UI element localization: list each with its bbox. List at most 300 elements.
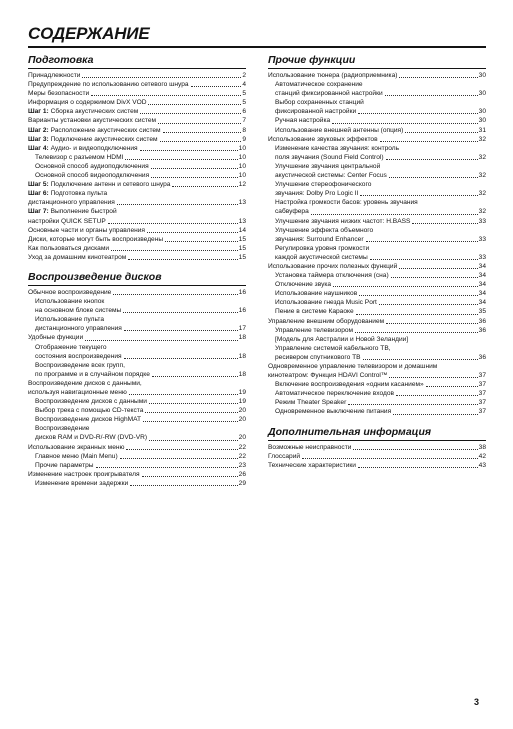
toc-entry <box>28 424 246 433</box>
toc-entry <box>268 452 486 461</box>
toc-page-number: 26 <box>238 470 246 478</box>
toc-entry <box>28 235 246 244</box>
toc-entry-title: Использование тюнера (радиоприемника) <box>268 72 398 79</box>
dot-leader <box>385 93 478 96</box>
toc-entry-title: сабвуфера <box>275 208 309 216</box>
toc-entry-title: Сборка акустических систем <box>48 108 139 116</box>
toc-page-number: 32 <box>478 153 486 161</box>
toc-entry <box>268 217 486 226</box>
dot-leader <box>393 412 477 415</box>
toc-entry-title: Использование наушников <box>275 290 358 298</box>
toc-entry <box>28 433 246 442</box>
toc-entry-text <box>275 344 391 353</box>
toc-page-number: 43 <box>478 461 486 469</box>
toc-entry-title: звучания: Surround Enhancer <box>275 235 364 243</box>
toc-page-number: 30 <box>478 108 486 116</box>
toc-entry <box>268 198 486 207</box>
dot-leader <box>389 175 478 178</box>
toc-entry-text <box>28 126 161 135</box>
toc-entry <box>28 80 246 89</box>
toc-entry-title: Отображение текущего <box>35 343 107 351</box>
toc-entry-title: Обычное воспроизведение <box>28 288 112 296</box>
toc-entry-text <box>28 180 170 189</box>
toc-entry-text <box>275 307 354 316</box>
toc-entry-title: Использование прочих полезных функций <box>268 262 398 270</box>
toc-entry-text <box>275 407 391 416</box>
toc-entry-text <box>275 180 371 189</box>
toc-page-number: 10 <box>238 153 246 161</box>
dot-leader <box>332 121 477 124</box>
toc-entry <box>268 461 486 470</box>
toc-page-number: 36 <box>478 326 486 334</box>
toc-entry-text <box>275 89 383 98</box>
toc-entry-text <box>268 371 387 380</box>
toc-entry <box>268 226 486 235</box>
toc-page-number: 10 <box>238 162 246 170</box>
toc-entry-title: Подключение антенн и сетевого шнура <box>48 181 171 189</box>
toc-entry-title: Использование звуковых эффектов <box>268 135 378 143</box>
toc-entry <box>268 407 486 416</box>
toc-entry <box>268 171 486 180</box>
section-heading: Дополнительная информация <box>268 426 486 441</box>
toc-page-number: 17 <box>238 325 246 333</box>
toc-entry-title: Использование кнопок <box>35 298 105 306</box>
toc-entry-text <box>35 415 141 424</box>
toc-page-number: 22 <box>238 452 246 460</box>
dot-leader <box>426 384 478 387</box>
toc-entry-title: Аудио- и видеоподключения <box>48 144 138 152</box>
toc-page-number: 16 <box>238 288 246 296</box>
dot-leader <box>152 374 238 377</box>
toc-entry-text <box>28 288 111 297</box>
section-heading: Подготовка <box>28 54 246 69</box>
toc-entry <box>28 244 246 253</box>
toc-entry <box>28 116 246 125</box>
toc-entry <box>28 135 246 144</box>
toc-entry <box>268 116 486 125</box>
toc-entry <box>268 307 486 316</box>
dot-leader <box>380 139 478 142</box>
toc-entry <box>268 144 486 153</box>
toc-entry <box>268 207 486 216</box>
toc-entry-title: станций фиксированной настройки <box>275 90 383 98</box>
toc-entry-title: Главное меню (Main Menu) <box>35 452 118 460</box>
toc-entry <box>268 335 486 344</box>
toc-entry-text <box>275 271 389 280</box>
title-rule <box>28 46 486 48</box>
toc-page-number: 30 <box>478 72 486 79</box>
dot-leader <box>142 474 238 477</box>
toc-step-label: Шаг 6: <box>28 190 49 198</box>
toc-entry-title: каждой акустической системы <box>275 253 368 261</box>
toc-entry <box>268 326 486 335</box>
dot-leader <box>172 184 237 187</box>
toc-entry-text <box>28 116 156 125</box>
toc-entry <box>268 344 486 353</box>
dot-leader <box>366 239 478 242</box>
toc-entry-title: Улучшение эффекта объемного <box>275 226 374 234</box>
toc-step-label: Шаг 1: <box>28 108 49 116</box>
toc-page-number: 37 <box>478 381 486 389</box>
toc-step-label: Шаг 7: <box>28 208 49 216</box>
toc-entry <box>28 333 246 342</box>
toc-entry <box>268 126 486 135</box>
toc-entry-text <box>268 262 397 271</box>
dot-leader <box>82 75 241 78</box>
toc-entry-title: фиксированной настройки <box>275 108 357 116</box>
dot-leader <box>149 401 238 404</box>
toc-page-number: 30 <box>478 90 486 98</box>
toc-entry-title: [Модель для Австралии и Новой Зеландии] <box>275 335 409 343</box>
toc-page-number: 5 <box>242 90 246 98</box>
toc-page-number: 18 <box>238 352 246 360</box>
toc-page-number: 5 <box>242 99 246 107</box>
toc-entry <box>268 153 486 162</box>
toc-entry-title: на основном блоке системы <box>35 307 122 315</box>
toc-entry-text <box>275 153 384 162</box>
toc-page-number: 37 <box>478 390 486 398</box>
toc-entry-title: Глоссарий <box>268 452 301 460</box>
toc-entry-text <box>28 89 89 98</box>
toc-entry-text <box>275 107 356 116</box>
toc-column-left <box>28 54 246 497</box>
dot-leader <box>140 148 238 151</box>
toc-entry-text <box>28 135 158 144</box>
toc-entry-title: Улучшение звучания низких частот: H.BASS <box>275 217 411 225</box>
toc-page-number: 15 <box>238 253 246 261</box>
toc-entry <box>268 235 486 244</box>
dot-leader <box>149 438 238 441</box>
dot-leader <box>165 239 238 242</box>
toc-entry-title: Управление телевизором <box>275 326 354 334</box>
toc-entry-text <box>275 235 364 244</box>
dot-leader <box>125 157 237 160</box>
toc-entry-text <box>28 443 124 452</box>
dot-leader <box>126 447 237 450</box>
toc-page-number: 10 <box>238 172 246 180</box>
toc-page-number: 20 <box>238 434 246 442</box>
toc-page-number: 33 <box>478 253 486 261</box>
dot-leader <box>386 157 478 160</box>
toc-entry <box>28 379 246 388</box>
toc-entry-title: Подключение акустических систем <box>48 135 158 143</box>
toc-entry-title: поля звучания (Sound Field Control) <box>275 153 384 161</box>
toc-entry-title: Изменение настроек проигрывателя <box>28 470 140 478</box>
toc-entry-title: Варианты установки акустических систем <box>28 117 157 125</box>
toc-entry-title: Автоматическое сохранение <box>275 81 363 89</box>
dot-leader <box>353 447 477 450</box>
toc-entry-text <box>28 226 145 235</box>
toc-page-number: 19 <box>238 398 246 406</box>
toc-entry-title: Выполнение быстрой <box>48 208 117 216</box>
toc-entry <box>268 80 486 89</box>
toc-entry-text <box>275 353 361 362</box>
dot-leader <box>363 357 478 360</box>
toc-entry-title: Настройка громкости басов: уровень звучания <box>275 199 418 207</box>
toc-page-number: 4 <box>242 81 246 89</box>
toc-entry-text <box>35 153 123 162</box>
toc-page-number: 34 <box>478 290 486 298</box>
toc-entry-title: настройки QUICK SETUP <box>28 217 106 225</box>
toc-entry-title: Основной способ видеоподключения <box>35 172 150 180</box>
toc-entry-title: Удобные функции <box>28 334 84 342</box>
toc-entry-title: Меры безопасности <box>28 90 90 98</box>
dot-leader <box>151 166 238 169</box>
toc-entry <box>268 280 486 289</box>
dot-leader <box>148 102 241 105</box>
toc-page-number: 8 <box>242 126 246 134</box>
toc-entry <box>268 371 486 380</box>
toc-page-number: 32 <box>478 208 486 216</box>
toc-page-number: 13 <box>238 217 246 225</box>
toc-entry-text <box>275 98 364 107</box>
toc-entry-title: Автоматическое переключение входов <box>275 390 395 398</box>
dot-leader <box>348 402 477 405</box>
dot-leader <box>356 312 478 315</box>
toc-entry <box>268 271 486 280</box>
dot-leader <box>412 221 477 224</box>
toc-entry-title: Подготовка пульта <box>48 190 108 198</box>
toc-page-number: 32 <box>478 135 486 143</box>
toc-page-number: 18 <box>238 370 246 378</box>
toc-entry-text <box>275 280 331 289</box>
toc-entry-title: Диски, которые могут быть воспроизведены <box>28 235 164 243</box>
dot-leader <box>120 456 238 459</box>
toc-entry-text <box>268 71 397 80</box>
dot-leader <box>145 410 237 413</box>
toc-page-number: 6 <box>242 108 246 116</box>
dot-leader <box>85 338 237 341</box>
toc-entry-text <box>28 470 140 479</box>
toc-entry-text <box>275 217 410 226</box>
toc-page-number: 20 <box>238 407 246 415</box>
toc-entry-title: Воспроизведение дисков с данными <box>35 398 147 406</box>
toc-entry-text <box>28 80 189 89</box>
toc-entry-text <box>28 144 138 153</box>
toc-entry <box>28 443 246 452</box>
toc-entry-text <box>275 189 358 198</box>
dot-leader <box>129 392 238 395</box>
toc-entry <box>28 171 246 180</box>
toc-page-number: 15 <box>238 244 246 252</box>
toc-entry <box>28 324 246 333</box>
toc-entry-text <box>28 388 127 397</box>
toc-entry-text <box>275 335 408 344</box>
toc-entry-title: Улучшение звучания центральной <box>275 162 381 170</box>
toc-entry-text <box>275 144 399 153</box>
toc-entry-text <box>275 326 353 335</box>
toc-entry-text <box>28 253 126 262</box>
toc-page-number: 32 <box>478 172 486 180</box>
toc-step-label: Шаг 3: <box>28 135 49 143</box>
toc-entry-text <box>35 397 147 406</box>
toc-entry-text <box>275 171 387 180</box>
toc-entry-text <box>275 380 424 389</box>
dot-leader <box>191 84 242 87</box>
toc-entry <box>268 162 486 171</box>
toc-entry-text <box>275 116 330 125</box>
toc-entry-title: Одновременное выключение питания <box>275 408 392 416</box>
toc-section <box>28 54 246 262</box>
toc-entry-text <box>275 398 346 407</box>
toc-entry <box>28 470 246 479</box>
toc-entry-title: дистанционного управления <box>35 325 122 333</box>
dot-leader <box>130 483 238 486</box>
toc-entry-text <box>275 244 369 253</box>
toc-entry-text <box>35 352 122 361</box>
toc-page-number: 34 <box>478 281 486 289</box>
toc-entry-text <box>35 424 89 433</box>
toc-entry-title: Использование внешней антенны (опция) <box>275 126 404 134</box>
dot-leader <box>113 292 237 295</box>
dot-leader <box>147 230 238 233</box>
toc-entry-text <box>28 107 138 116</box>
toc-page-number: 15 <box>238 235 246 243</box>
toc-entry-title: Основные части и органы управления <box>28 226 146 234</box>
toc-entry-text <box>268 443 351 452</box>
toc-entry-text <box>28 333 83 342</box>
toc-page-number: 35 <box>478 308 486 316</box>
toc-entry-text <box>28 244 109 253</box>
toc-entry <box>28 406 246 415</box>
toc-entry-text <box>28 71 80 80</box>
toc-entry-text <box>268 452 300 461</box>
toc-entry-text <box>35 306 121 315</box>
toc-entry-title: Одновременное управление телевизором и домашним <box>268 363 438 370</box>
toc-entry-text <box>28 189 107 198</box>
toc-entry <box>28 198 246 207</box>
toc-entry <box>268 262 486 271</box>
toc-entry-title: Использование пульта <box>35 316 105 324</box>
toc-page-number: 34 <box>478 299 486 307</box>
toc-entry-title: Использование экранных меню <box>28 443 125 451</box>
toc-entry-text <box>275 389 394 398</box>
page-title: СОДЕРЖАНИЕ <box>28 24 150 43</box>
toc-entry <box>268 362 486 371</box>
toc-entry-title: Основной способ аудиоподключения <box>35 162 149 170</box>
dot-leader <box>391 275 478 278</box>
toc-entry <box>28 71 246 80</box>
toc-entry <box>268 298 486 307</box>
toc-entry-title: Выбор трека с помощью CD-текста <box>35 407 144 415</box>
toc-entry-title: Технические характеристики <box>268 461 356 469</box>
toc-page-number: 38 <box>478 443 486 451</box>
toc-entry-title: Управление системой кабельного ТВ, <box>275 344 391 352</box>
toc-entry <box>28 226 246 235</box>
toc-entry-title: Воспроизведение <box>35 425 90 433</box>
toc-page-number: 29 <box>238 479 246 487</box>
toc-entry-title: Прочие параметры <box>35 461 94 469</box>
dot-leader <box>358 111 478 114</box>
toc-entry-text <box>275 253 368 262</box>
toc-entry-text <box>275 162 380 171</box>
toc-entry-title: Улучшение стереофонического <box>275 181 372 189</box>
dot-leader <box>370 257 478 260</box>
toc-entry <box>28 461 246 470</box>
toc-entry-title: Установка таймера отключения (сна) <box>275 272 389 280</box>
toc-entry-text <box>35 452 118 461</box>
toc-entry-text <box>35 343 107 352</box>
toc-entry <box>28 189 246 198</box>
toc-entry-title: Отключение звука <box>275 281 332 289</box>
toc-entry-title: Выбор сохраненных станций <box>275 99 364 107</box>
toc-entry-text <box>275 80 363 89</box>
toc-entry-title: по программе и в случайном порядке <box>35 370 150 378</box>
dot-leader <box>355 330 478 333</box>
dot-leader <box>160 139 242 142</box>
toc-page-number: 33 <box>478 235 486 243</box>
toc-entry-title: Изменение времени задержки <box>35 479 129 487</box>
toc-entry <box>268 398 486 407</box>
toc-entry-text <box>268 317 384 326</box>
toc-entry-title: состояния воспроизведения <box>35 352 122 360</box>
toc-entry <box>268 89 486 98</box>
toc-entry-text <box>35 162 149 171</box>
toc-page-number: 36 <box>478 353 486 361</box>
toc-page-number: 23 <box>238 461 246 469</box>
toc-entry-text <box>28 235 163 244</box>
toc-page-number: 37 <box>478 372 486 380</box>
toc-entry <box>28 207 246 216</box>
dot-leader <box>359 293 477 296</box>
dot-leader <box>128 257 237 260</box>
toc-entry-title: Использование гнезда Music Port <box>275 299 377 307</box>
toc-entry-title: Телевизор с разъемом HDMI <box>35 153 124 161</box>
toc-entry-text <box>268 362 437 371</box>
dot-leader <box>302 456 478 459</box>
toc-entry <box>268 135 486 144</box>
toc-entry <box>28 89 246 98</box>
toc-entry-title: звучания: Dolby Pro Logic II <box>275 190 359 198</box>
toc-entry-title: кинотеатром: Функция HDAVI Control™ <box>268 372 388 380</box>
toc-entry-title: Ручная настройка <box>275 117 331 125</box>
toc-entry <box>28 153 246 162</box>
page-number: 3 <box>474 697 480 707</box>
toc-entry-title: Воспроизведение дисков с данными, <box>28 379 142 387</box>
dot-leader <box>399 75 477 78</box>
toc-entry <box>28 306 246 315</box>
dot-leader <box>389 375 477 378</box>
toc-entry <box>268 98 486 107</box>
toc-entry <box>268 189 486 198</box>
toc-page-number: 16 <box>238 307 246 315</box>
toc-entry-title: акустической системы: Center Focus <box>275 172 387 180</box>
toc-entry <box>28 370 246 379</box>
toc-entry-text <box>35 171 149 180</box>
toc-entry-text <box>35 324 122 333</box>
toc-entry <box>268 443 486 452</box>
dot-leader <box>151 175 238 178</box>
toc-entry <box>28 288 246 297</box>
toc-section <box>268 54 486 417</box>
toc-entry-text <box>275 289 357 298</box>
dot-leader <box>396 393 478 396</box>
toc-page-number: 18 <box>238 334 246 342</box>
toc-page-number: 9 <box>242 135 246 143</box>
toc-page-number: 30 <box>478 117 486 125</box>
toc-entry <box>28 144 246 153</box>
toc-entry-text <box>28 207 117 216</box>
toc-entry <box>28 297 246 306</box>
toc-entry-text <box>275 226 373 235</box>
toc-entry-title: используя навигационные меню <box>28 389 127 396</box>
toc-entry <box>28 107 246 116</box>
toc-entry <box>268 71 486 80</box>
toc-entry-title: Режим Theater Speaker <box>275 399 347 407</box>
toc-page-number: 2 <box>242 72 246 79</box>
toc-entry <box>268 380 486 389</box>
toc-entry <box>28 162 246 171</box>
